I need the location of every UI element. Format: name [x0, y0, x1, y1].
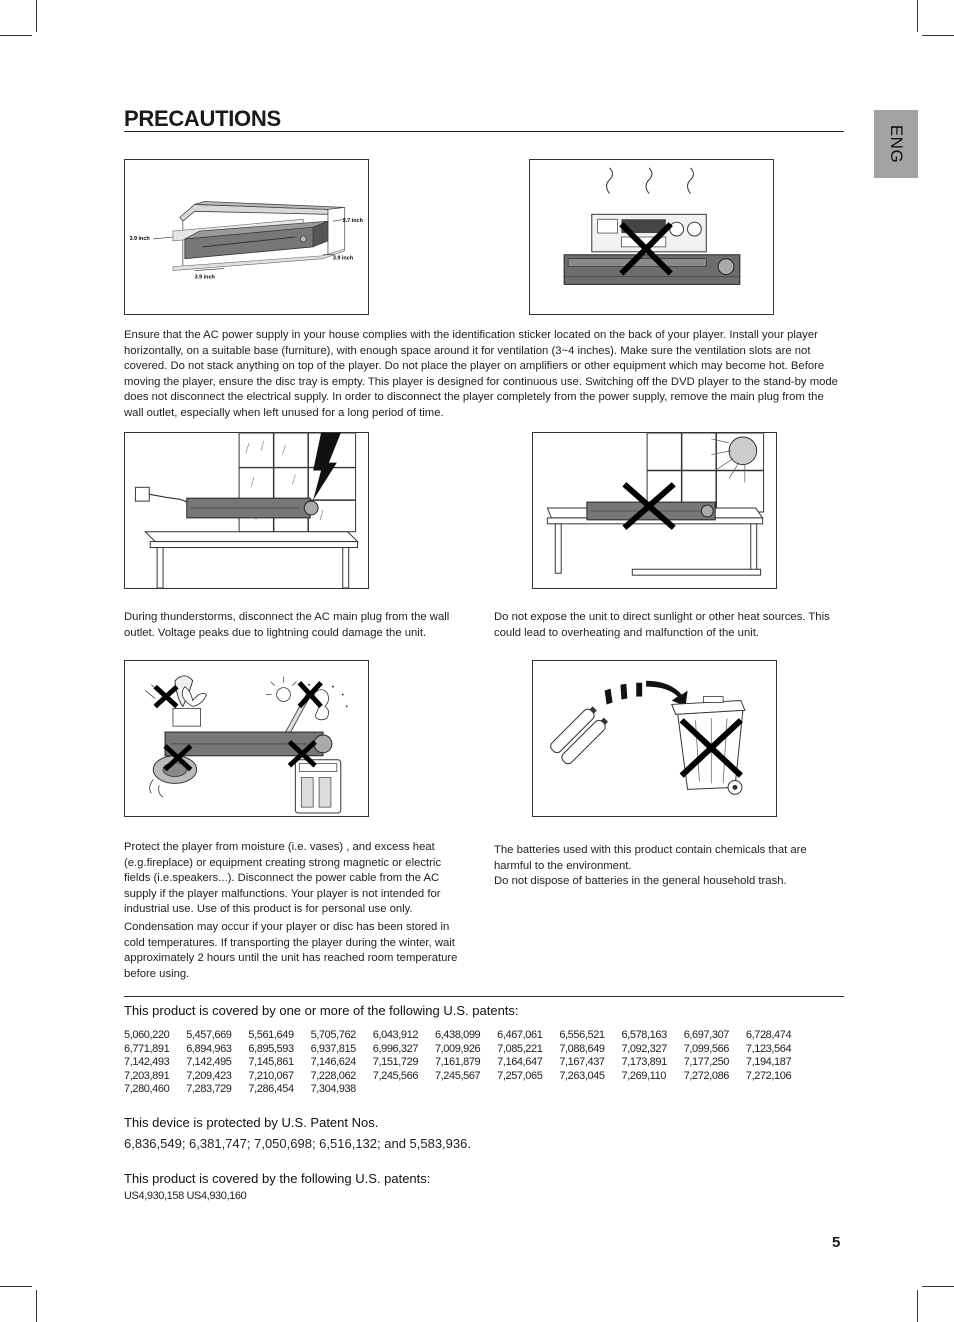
section-divider	[124, 996, 844, 997]
patent-number: 7,145,861	[248, 1056, 294, 1069]
patent-number: 7,210,067	[248, 1069, 294, 1082]
crop-mark	[922, 35, 954, 36]
sunlight-illustration	[532, 432, 777, 589]
crop-mark	[922, 1286, 954, 1287]
crop-mark	[917, 0, 918, 32]
title-divider	[124, 131, 844, 132]
patent-number: 7,085,221	[497, 1042, 543, 1055]
patent-number: 6,728,474	[745, 1029, 792, 1041]
us-patents-heading: This product is covered by the following U.S. patents:	[124, 1171, 431, 1186]
patent-number: 7,173,891	[621, 1056, 667, 1069]
page-number: 5	[832, 1234, 841, 1251]
patent-number: 7,009,926	[434, 1042, 481, 1055]
patent-number: 7,194,187	[745, 1056, 792, 1069]
patent-number: 7,146,624	[310, 1056, 356, 1069]
ventilation-drawing	[125, 160, 368, 314]
thunderstorm-illustration	[124, 432, 369, 589]
no-stacking-drawing	[530, 160, 773, 314]
device-patent-numbers: 6,836,549; 6,381,747; 7,050,698; 6,516,132; and 5,583,936.	[124, 1136, 471, 1151]
patent-number: 6,937,815	[310, 1042, 356, 1055]
language-tab-label: ENG	[887, 124, 906, 164]
clearance-label: 2.7 inch	[342, 218, 363, 225]
moisture-caption: Protect the player from moisture (i.e. vases) , and excess heat (e.g.fireplace) or equipment creating strong magnetic or electric fields (i.e.speakers...). Disconnect the power cable from the AC supply if the player malfunctions. Your player is not intended for industrial use. Use of this product is for personal use only.	[124, 841, 442, 916]
patent-number: 6,894,963	[186, 1042, 232, 1055]
patent-number: 7,304,938	[310, 1083, 356, 1096]
batteries-caption: The batteries used with this product contain chemicals that are harmful to the environment.	[494, 844, 807, 872]
patent-number: 6,556,521	[559, 1029, 605, 1041]
patent-number: 7,286,454	[248, 1083, 294, 1096]
thunderstorm-caption: During thunderstorms, disconnect the AC main plug from the wall outlet. Voltage peaks due to lightning could damage the unit.	[124, 611, 450, 639]
crop-mark	[0, 35, 32, 36]
thunderstorm-drawing	[125, 433, 368, 588]
crop-mark	[36, 1290, 37, 1322]
patent-number: 7,280,460	[124, 1083, 170, 1096]
patent-number: 7,245,567	[434, 1069, 481, 1082]
crop-mark	[36, 0, 37, 32]
language-tab	[874, 110, 918, 178]
moisture-heat-illustration	[124, 660, 369, 817]
patent-number: 7,272,086	[683, 1069, 730, 1082]
patent-number: 7,283,729	[186, 1083, 232, 1096]
clearance-label: 3.9 inch	[332, 255, 354, 262]
patent-number: 7,228,062	[310, 1069, 356, 1082]
intro-paragraph: Ensure that the AC power supply in your house complies with the identification sticker located on the back of your player. Install your player horizontally, on a suitable base (furniture), with enough space around it for ventilation (3~4 inches). Make sure the ventilation slots are not covered. Do not stack anything on top of the player. Do not place the player on amplifiers or other equipment which may become hot. Before moving the player, ensure the disc tray is empty. This player is designed for continuous use. Switching off the DVD player to the stand-by mode does not disconnect the electrical supply. In order to disconnect the player completely from the power supply, remove the main plug from the wall outlet, especially when left unused for a long period of time.	[124, 329, 838, 419]
patent-number: 6,697,307	[683, 1029, 730, 1041]
patent-number: 7,092,327	[621, 1042, 667, 1055]
patent-number: 7,263,045	[559, 1069, 605, 1082]
patent-number: 7,245,566	[372, 1069, 419, 1082]
patent-number: 5,561,649	[248, 1029, 294, 1041]
battery-disposal-drawing	[533, 661, 776, 816]
device-patents-heading: This device is protected by U.S. Patent Nos.	[124, 1115, 379, 1130]
patent-number: 7,151,729	[372, 1056, 419, 1069]
patent-number: 5,457,669	[186, 1029, 232, 1041]
page-title: PRECAUTIONS	[124, 106, 281, 131]
patent-number: 6,467,061	[497, 1029, 543, 1041]
patent-number: 7,167,437	[559, 1056, 605, 1069]
moisture-heat-drawing	[125, 661, 368, 816]
patent-number: 7,177,250	[683, 1056, 730, 1069]
patent-number: 5,060,220	[124, 1029, 170, 1041]
patent-number: 7,123,564	[745, 1042, 792, 1055]
patent-number: 6,771,891	[124, 1042, 170, 1055]
patent-number: 7,088,649	[559, 1042, 605, 1055]
patent-number-grid	[124, 1029, 808, 1097]
patent-number: 7,269,110	[621, 1069, 667, 1082]
sunlight-caption: Do not expose the unit to direct sunlight or other heat sources. This could lead to overheating and malfunction of the unit.	[494, 611, 830, 639]
patent-number: 7,099,566	[683, 1042, 730, 1055]
patent-number: 6,043,912	[372, 1029, 419, 1041]
patent-number: 7,257,065	[497, 1069, 543, 1082]
clearance-label: 3.9 inch	[129, 235, 150, 242]
patent-number: 7,142,493	[124, 1056, 170, 1069]
patent-number: 6,438,099	[434, 1029, 481, 1041]
sunlight-drawing	[533, 433, 776, 588]
condensation-caption: Condensation may occur if your player or disc has been stored in cold temperatures. If transporting the player during the winter, wait approximately 2 hours until the unit has reached room temperature before using.	[124, 921, 458, 980]
clearance-label: 3.9 inch	[194, 274, 215, 281]
crop-mark	[0, 1286, 32, 1287]
patent-number: 7,209,423	[186, 1069, 232, 1082]
no-stacking-illustration	[529, 159, 774, 315]
patent-number: 7,161,879	[434, 1056, 481, 1069]
patent-number: 6,578,163	[621, 1029, 667, 1041]
battery-disposal-illustration	[532, 660, 777, 817]
patent-number: 7,203,891	[124, 1069, 170, 1082]
crop-mark	[917, 1290, 918, 1322]
patent-number: 6,996,327	[372, 1042, 419, 1055]
ventilation-illustration	[124, 159, 369, 315]
batteries-disposal-caption: Do not dispose of batteries in the general household trash.	[494, 875, 787, 887]
patent-number: 5,705,762	[310, 1029, 356, 1041]
patents-heading: This product is covered by one or more of the following U.S. patents:	[124, 1003, 519, 1018]
patent-number: 7,142,495	[186, 1056, 232, 1069]
patent-number: 7,164,647	[497, 1056, 543, 1069]
us-patent-numbers: US4,930,158 US4,930,160	[124, 1190, 247, 1202]
patent-number: 7,272,106	[745, 1069, 792, 1082]
patent-number: 6,895,593	[248, 1042, 294, 1055]
